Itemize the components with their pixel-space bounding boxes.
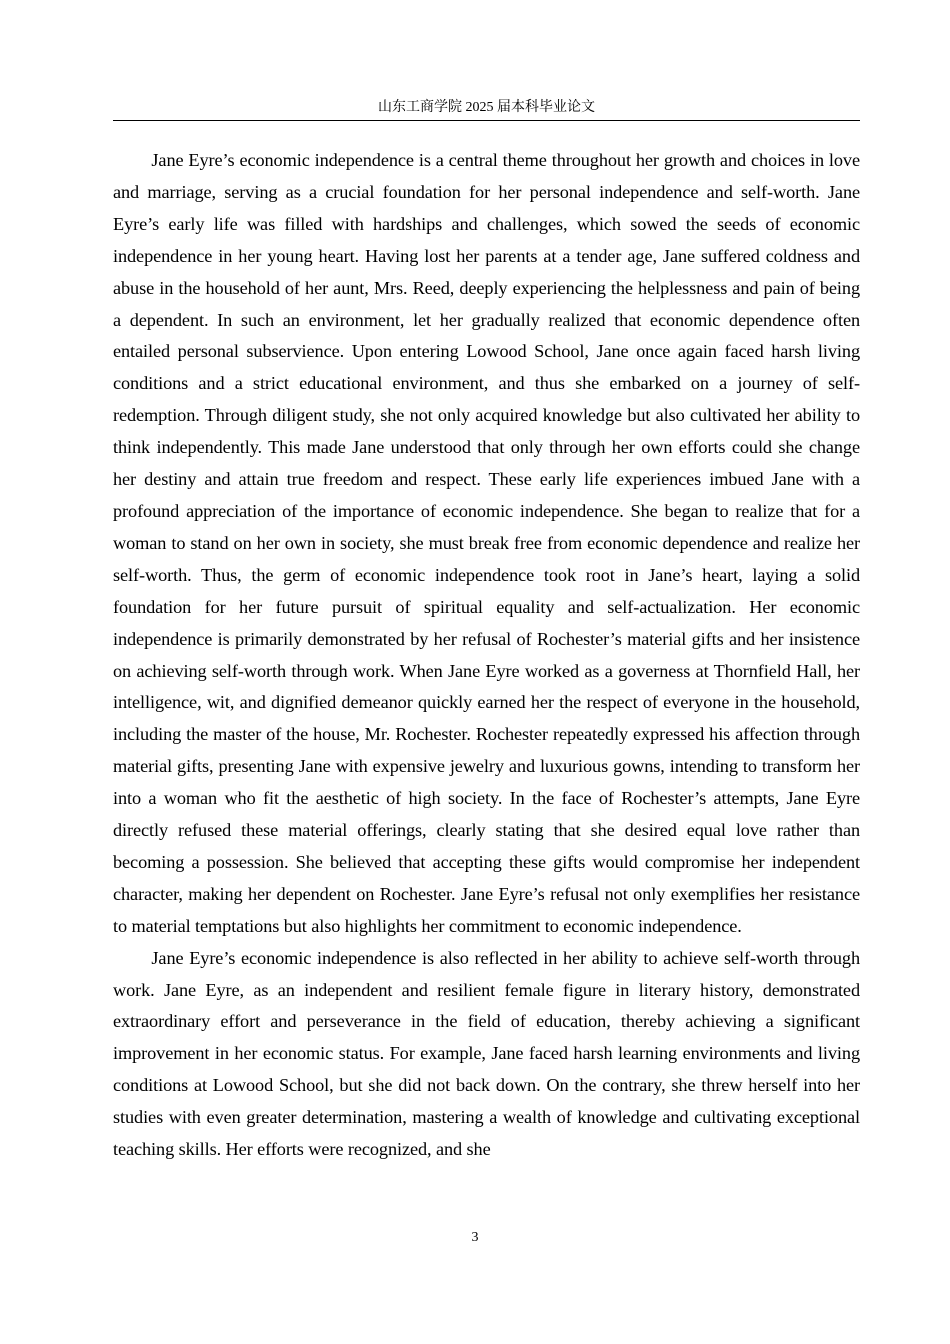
running-title: 山东工商学院 2025 届本科毕业论文	[378, 100, 595, 115]
page-number: 3	[471, 1230, 479, 1245]
body-text	[113, 145, 860, 1166]
running-header	[113, 98, 860, 121]
paragraph: Jane Eyre’s economic independence is a central theme throughout her growth and choices in love and marriage, serving as a crucial foundation for her personal independence and self-worth. Jane Eyre’s early life was filled with hardships and challenges, which sowed the seeds of economic independence in her young heart. Having lost her parents at a tender age, Jane suffered coldness and abuse in the household of her aunt, Mrs. Reed, deeply experiencing the helplessness and pain of being a dependent. In such an environment, let her gradually realized that economic dependence often entailed personal subservience. Upon entering Lowood School, Jane once again faced harsh living conditions and a strict educational environment, and thus she embarked on a journey of self-redemption. Through diligent study, she not only acquired knowledge but also cultivated her ability to think independently. This made Jane understood that only through her own efforts could she change her destiny and attain true freedom and respect. These early life experiences imbued Jane with a profound appreciation of the importance of economic independence. She began to realize that for a woman to stand on her own in society, she must break free from economic dependence and realize her self-worth. Thus, the germ of economic independence took root in Jane’s heart, laying a solid foundation for her future pursuit of spiritual equality and self-actualization. Her economic independence is primarily demonstrated by her refusal of Rochester’s material gifts and her insistence on achieving self-worth through work. When Jane Eyre worked as a governess at Thornfield Hall, her intelligence, wit, and dignified demeanor quickly earned her the respect of everyone in the household, including the master of the house, Mr. Rochester. Rochester repeatedly expressed his affection through material gifts, presenting Jane with expensive jewelry and luxurious gowns, intending to transform her into a woman who fit the aesthetic of high society. In the face of Rochester’s attempts, Jane Eyre directly refused these material offerings, clearly stating that she desired equal love rather than becoming a possession. She believed that accepting these gifts would compromise her independent character, making her dependent on Rochester. Jane Eyre’s refusal not only exemplifies her resistance to material temptations but also highlights her commitment to economic independence.	[113, 150, 860, 936]
paragraph: Jane Eyre’s economic independence is also reflected in her ability to achieve self-worth through work. Jane Eyre, as an independent and resilient female figure in literary history, demonstrated extraordinary effort and perseverance in the field of education, thereby achieving a significant improvement in her economic status. For example, Jane faced harsh learning environments and living conditions at Lowood School, but she did not back down. On the contrary, she threw herself into her studies with even greater determination, mastering a wealth of knowledge and cultivating exceptional teaching skills. Her efforts were recognized, and she	[113, 947, 860, 1160]
